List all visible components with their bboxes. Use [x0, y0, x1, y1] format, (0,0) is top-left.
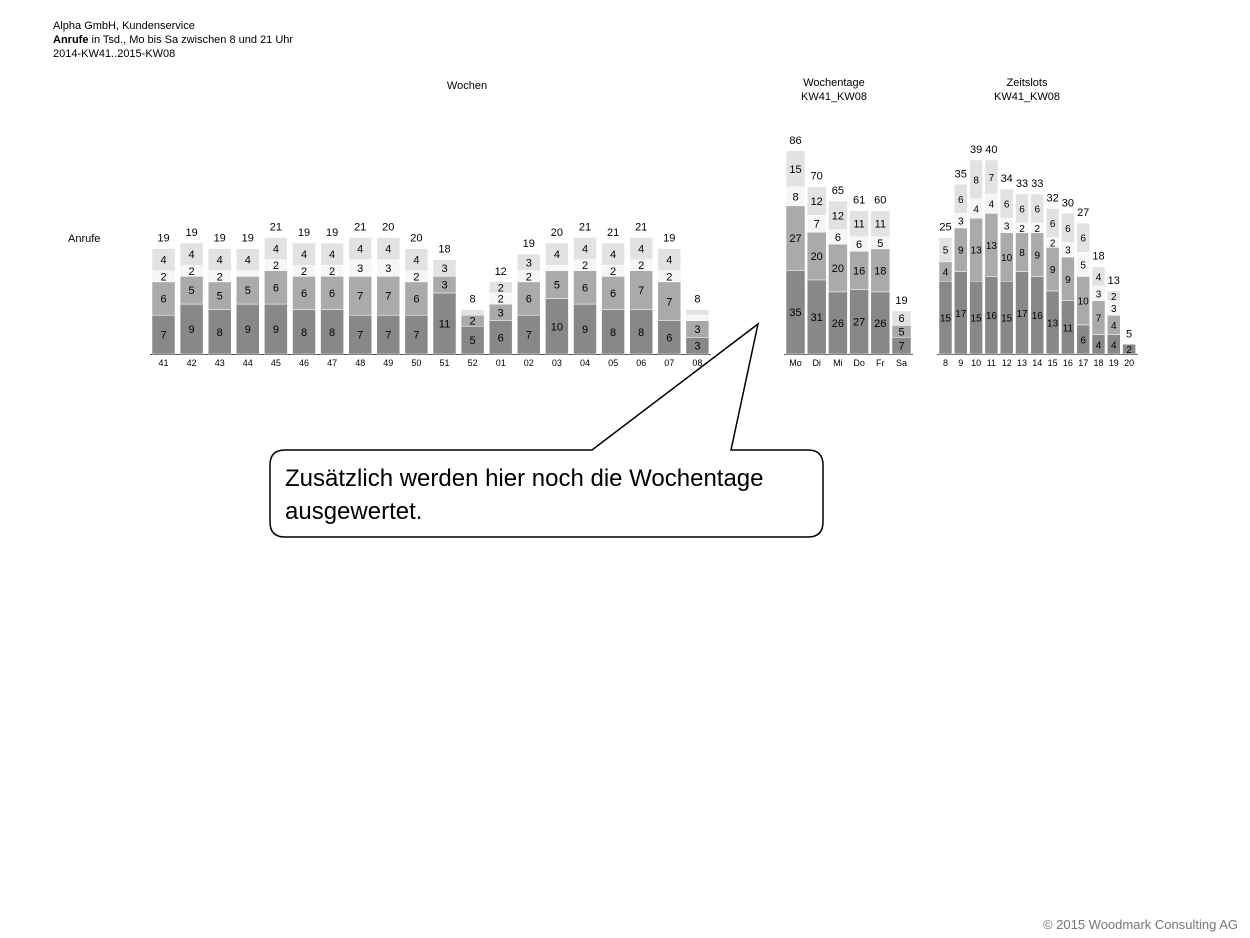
segment-label: 4 — [638, 243, 645, 256]
total-label: 20 — [382, 221, 395, 234]
category-tick-label: 12 — [1001, 358, 1012, 368]
category-tick-label: 15 — [1047, 358, 1058, 368]
segment-label: 5 — [188, 285, 195, 298]
category-tick-label: 08 — [692, 358, 703, 368]
segment-label: 4 — [1111, 340, 1117, 352]
segment-label: 5 — [244, 285, 251, 298]
category-tick-label: 06 — [636, 358, 647, 368]
category-tick-label: 10 — [971, 358, 982, 368]
segment-label: 13 — [985, 240, 997, 252]
segment-label: 4 — [942, 267, 949, 279]
segment-label: 5 — [1080, 260, 1086, 272]
panel-title-weekdays-line2: KW41_KW08 — [800, 91, 868, 103]
category-tick-label: 45 — [270, 358, 281, 368]
segment-label: 3 — [1095, 289, 1102, 301]
bar-segment — [236, 271, 259, 277]
segment-label: 9 — [1049, 265, 1056, 277]
category-tick-label: 14 — [1032, 358, 1043, 368]
total-label: 40 — [985, 144, 998, 156]
segment-label: 8 — [792, 191, 799, 204]
category-tick-label: 17 — [1078, 358, 1089, 368]
segment-label: 3 — [357, 262, 364, 275]
total-label: 25 — [939, 221, 952, 234]
segment-label: 5 — [553, 279, 560, 292]
total-label: 21 — [606, 227, 620, 239]
category-tick-label: 50 — [411, 358, 422, 368]
segment-label: 8 — [638, 326, 645, 339]
total-label: 13 — [1107, 274, 1120, 287]
segment-label: 4 — [357, 243, 364, 256]
segment-label: 15 — [939, 313, 952, 325]
segment-label: 15 — [789, 163, 802, 176]
segment-label: 6 — [1019, 204, 1025, 216]
callout-text: Zusätzlich werden hier noch die Wochentage ausgewertet. — [285, 465, 764, 525]
segment-label: 2 — [413, 271, 420, 284]
segment-label: 13 — [970, 245, 982, 257]
segment-label: 2 — [497, 282, 504, 295]
segment-label: 6 — [1003, 199, 1010, 211]
panel-title-weeks-line1: Wochen — [446, 80, 488, 92]
segment-label: 31 — [810, 311, 823, 324]
segment-label: 12 — [810, 196, 823, 209]
segment-label: 6 — [160, 293, 167, 306]
category-tick-label: 44 — [242, 358, 253, 368]
segment-label: 7 — [385, 290, 392, 303]
segment-label: 9 — [958, 245, 964, 257]
total-label: 33 — [1031, 177, 1044, 190]
segment-label: 7 — [357, 290, 364, 303]
segment-label: 2 — [638, 260, 645, 273]
segment-label: 26 — [831, 317, 845, 330]
category-tick-label: 46 — [298, 358, 310, 368]
segment-label: 4 — [160, 254, 167, 267]
segment-label: 10 — [1001, 253, 1013, 264]
segment-label: 6 — [1080, 335, 1086, 347]
segment-label: 6 — [834, 231, 841, 244]
segment-label: 3 — [958, 216, 964, 228]
segment-label: 3 — [694, 340, 701, 353]
segment-label: 2 — [160, 271, 167, 284]
segment-label: 9 — [272, 324, 279, 337]
segment-label: 5 — [877, 237, 884, 250]
segment-label: 4 — [216, 254, 223, 267]
segment-label: 6 — [898, 313, 905, 326]
segment-label: 4 — [244, 254, 251, 267]
segment-label: 3 — [525, 257, 532, 270]
segment-label: 16 — [852, 265, 866, 278]
segment-label: 5 — [898, 326, 905, 339]
segment-label: 17 — [955, 308, 967, 320]
segment-label: 4 — [329, 249, 336, 262]
segment-label: 7 — [813, 218, 820, 231]
total-label: 21 — [354, 221, 367, 234]
segment-label: 18 — [874, 265, 887, 278]
category-tick-label: 49 — [383, 358, 394, 368]
total-label: 60 — [874, 194, 887, 207]
segment-label: 8 — [329, 326, 336, 339]
segment-label: 20 — [831, 262, 845, 275]
panel-title-timeslots-line2: KW41_KW08 — [993, 91, 1061, 103]
category-tick-label: 48 — [355, 358, 366, 368]
category-tick-label: 41 — [158, 358, 169, 368]
segment-label: 7 — [988, 172, 995, 184]
segment-label: 6 — [329, 287, 336, 300]
total-label: 19 — [241, 232, 254, 245]
segment-label: 2 — [1049, 238, 1056, 250]
segment-label: 7 — [525, 329, 532, 342]
segment-label: 9 — [188, 324, 195, 337]
category-tick-label: 19 — [1108, 358, 1119, 368]
segment-label: 5 — [942, 245, 949, 257]
segment-label: 6 — [525, 293, 532, 306]
segment-label: 5 — [216, 290, 223, 303]
segment-label: 4 — [272, 243, 279, 256]
total-label: 8 — [694, 293, 701, 306]
segment-label: 6 — [497, 332, 504, 345]
segment-label: 7 — [1095, 313, 1102, 325]
segment-label: 2 — [610, 265, 617, 278]
segment-label: 6 — [1080, 233, 1086, 245]
segment-label: 6 — [1034, 204, 1041, 216]
total-label: 21 — [635, 221, 648, 234]
category-tick-label: 01 — [495, 358, 506, 368]
segment-label: 20 — [810, 251, 823, 264]
bar-segment — [461, 310, 484, 316]
segment-label: 2 — [497, 293, 504, 306]
total-label: 8 — [469, 293, 476, 306]
segment-label: 4 — [385, 243, 392, 256]
category-tick-label: 51 — [439, 358, 450, 368]
segment-label: 16 — [1031, 311, 1043, 323]
total-label: 27 — [1077, 207, 1090, 220]
segment-label: 8 — [1019, 248, 1025, 260]
category-tick-label: 05 — [608, 358, 619, 368]
segment-label: 7 — [385, 329, 392, 342]
segment-label: 11 — [438, 318, 451, 331]
segment-label: 35 — [789, 307, 802, 320]
category-tick-label: 18 — [1093, 358, 1104, 368]
subtitle-rest: in Tsd., Mo bis Sa zwischen 8 und 21 Uhr — [88, 34, 294, 46]
panel-title-timeslots-line1: Zeitslots — [1006, 77, 1048, 89]
segment-label: 6 — [413, 293, 420, 306]
segment-label: 4 — [973, 204, 979, 216]
segment-label: 7 — [638, 285, 645, 298]
segment-label: 9 — [581, 324, 589, 337]
segment-label: 12 — [831, 210, 845, 223]
total-label: 21 — [578, 221, 592, 234]
total-label: 19 — [213, 232, 226, 245]
segment-label: 2 — [216, 271, 223, 284]
segment-label: 2 — [525, 271, 532, 284]
segment-label: 27 — [852, 316, 866, 329]
segment-label: 7 — [666, 296, 673, 309]
category-tick-label: 11 — [986, 358, 997, 368]
segment-label: 6 — [958, 194, 964, 206]
segment-label: 4 — [1095, 340, 1102, 352]
segment-label: 4 — [188, 249, 195, 262]
segment-label: 15 — [970, 313, 982, 325]
segment-label: 3 — [441, 279, 448, 292]
total-label: 32 — [1046, 192, 1059, 205]
report-period: 2014-KW41..2015-KW08 — [53, 48, 176, 60]
category-tick-label: 20 — [1124, 358, 1135, 368]
segment-label: 6 — [300, 287, 308, 300]
category-tick-label: 16 — [1062, 358, 1073, 368]
total-label: 61 — [852, 194, 866, 207]
segment-label: 11 — [1062, 323, 1074, 335]
total-label: 20 — [550, 227, 564, 239]
segment-label: 4 — [1111, 320, 1117, 332]
segment-label: 2 — [581, 260, 589, 273]
category-tick-label: Mi — [833, 358, 843, 368]
segment-label: 8 — [300, 326, 308, 339]
category-tick-label: Di — [812, 358, 821, 368]
total-label: 18 — [438, 243, 451, 256]
category-tick-label: 04 — [579, 358, 591, 368]
segment-label: 4 — [610, 249, 617, 262]
segment-label: 2 — [188, 265, 195, 278]
category-tick-label: 13 — [1016, 358, 1028, 368]
copyright: © 2015 Woodmark Consulting AG — [1042, 917, 1238, 932]
bar-segment — [545, 265, 568, 271]
category-tick-label: 9 — [958, 358, 964, 368]
total-label: 39 — [969, 144, 983, 156]
row-label: Anrufe — [68, 233, 101, 245]
segment-label: 6 — [581, 282, 589, 295]
segment-label: 4 — [553, 249, 560, 262]
segment-label: 3 — [1003, 221, 1010, 233]
segment-label: 4 — [300, 249, 308, 262]
weeks-panel — [150, 221, 711, 368]
segment-label: 4 — [413, 254, 420, 267]
category-tick-label: 07 — [664, 358, 675, 368]
company-name: Alpha GmbH, Kundenservice — [53, 20, 195, 32]
bar-segment — [686, 315, 709, 321]
total-label: 19 — [663, 232, 676, 245]
segment-label: 2 — [1111, 291, 1117, 303]
total-label: 12 — [494, 265, 507, 278]
total-label: 70 — [810, 170, 823, 183]
segment-label: 3 — [1111, 303, 1117, 315]
segment-label: 27 — [789, 233, 802, 246]
segment-label: 6 — [666, 332, 673, 345]
total-label: 19 — [185, 227, 198, 239]
segment-label: 4 — [581, 243, 589, 256]
segment-label: 6 — [1065, 223, 1071, 235]
segment-label: 6 — [1049, 219, 1056, 231]
segment-label: 4 — [666, 254, 673, 267]
category-tick-label: 43 — [214, 358, 225, 368]
total-label: 19 — [157, 232, 170, 245]
category-tick-label: 47 — [327, 358, 338, 368]
total-label: 86 — [789, 134, 802, 147]
segment-label: 2 — [300, 265, 308, 278]
category-tick-label: 42 — [186, 358, 197, 368]
total-label: 34 — [1000, 173, 1013, 186]
segment-label: 2 — [1126, 345, 1132, 357]
total-label: 65 — [831, 185, 845, 198]
category-tick-label: 03 — [551, 358, 562, 368]
segment-label: 3 — [385, 262, 392, 275]
category-tick-label: Do — [853, 358, 865, 368]
segment-label: 10 — [550, 321, 564, 334]
segment-label: 9 — [1065, 274, 1071, 286]
segment-label: 7 — [413, 329, 420, 342]
total-label: 19 — [895, 294, 908, 307]
total-label: 33 — [1015, 177, 1029, 190]
weekdays-panel — [784, 135, 913, 368]
segment-label: 3 — [497, 307, 504, 320]
segment-label: 6 — [856, 239, 863, 252]
total-label: 30 — [1061, 197, 1075, 210]
total-label: 19 — [325, 227, 339, 239]
segment-label: 7 — [357, 329, 364, 342]
segment-label: 3 — [441, 262, 448, 275]
subtitle-bold: Anrufe — [53, 34, 89, 46]
total-label: 19 — [297, 227, 311, 239]
segment-label: 8 — [216, 326, 223, 339]
segment-label: 16 — [985, 311, 997, 323]
segment-label: 9 — [244, 324, 251, 337]
total-label: 20 — [410, 232, 423, 245]
bar-segment — [686, 310, 709, 316]
segment-label: 2 — [329, 265, 336, 278]
segment-label: 11 — [874, 218, 887, 231]
category-tick-label: 52 — [467, 358, 478, 368]
category-tick-label: Mo — [789, 358, 802, 368]
segment-label: 5 — [469, 335, 476, 348]
total-label: 21 — [269, 221, 283, 234]
segment-label: 11 — [853, 218, 865, 231]
segment-label: 4 — [988, 199, 995, 211]
segment-label: 2 — [1019, 223, 1025, 235]
total-label: 35 — [954, 168, 967, 181]
segment-label: 2 — [1034, 223, 1041, 235]
segment-label: 6 — [272, 282, 279, 295]
segment-label: 8 — [610, 326, 617, 339]
category-tick-label: Fr — [876, 358, 885, 368]
segment-label: 3 — [694, 324, 701, 337]
total-label: 19 — [522, 238, 535, 251]
segment-label: 8 — [973, 175, 979, 187]
segment-label: 15 — [1001, 313, 1013, 325]
timeslots-panel — [937, 144, 1138, 368]
segment-label: 3 — [1065, 245, 1071, 257]
segment-label: 2 — [666, 271, 673, 284]
panel-title-weekdays-line1: Wochentage — [803, 77, 865, 89]
segment-label: 17 — [1016, 308, 1028, 320]
category-tick-label: 8 — [942, 358, 949, 368]
segment-label: 7 — [160, 329, 167, 342]
total-label: 18 — [1092, 250, 1105, 263]
segment-label: 6 — [610, 287, 617, 300]
segment-label: 26 — [874, 317, 887, 330]
segment-label: 2 — [469, 315, 476, 328]
segment-label: 7 — [898, 340, 905, 353]
total-label: 5 — [1126, 328, 1133, 341]
segment-label: 2 — [272, 260, 279, 273]
segment-label: 13 — [1047, 318, 1059, 330]
segment-label: 9 — [1034, 250, 1041, 262]
category-tick-label: 02 — [523, 358, 534, 368]
segment-label: 4 — [1095, 272, 1102, 284]
category-tick-label: Sa — [895, 358, 908, 368]
segment-label: 10 — [1077, 296, 1089, 308]
